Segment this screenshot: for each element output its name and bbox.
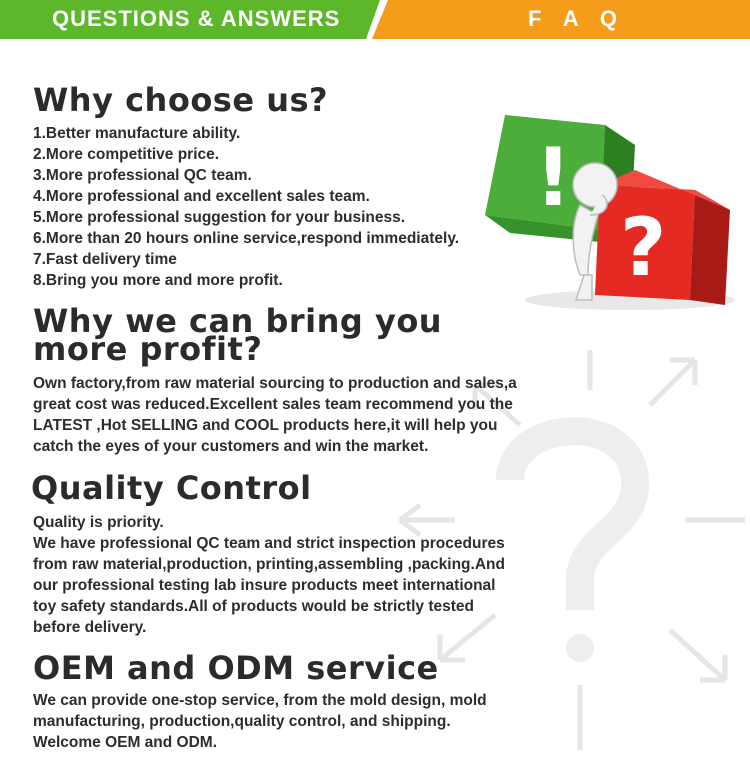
list-item: 1.Better manufacture ability. xyxy=(33,125,241,142)
list-item: 3.More professional QC team. xyxy=(33,167,252,184)
quality-line: from raw material,production, printing,assembling ,packing.And xyxy=(33,556,505,573)
exclamation-icon: ! xyxy=(535,131,572,224)
why-choose-heading: Why choose us? xyxy=(33,81,329,119)
oem-body xyxy=(33,690,553,753)
arrow-up-right-icon xyxy=(650,360,695,405)
arrow-down-right-icon xyxy=(670,630,725,680)
profit-heading-line2: more profit? xyxy=(33,330,263,368)
profit-line: LATEST ,Hot SELLING and COOL products here,it will help you xyxy=(33,417,498,434)
oem-line: manufacturing, production,quality control, and shipping. xyxy=(33,713,451,730)
quality-line: Quality is priority. xyxy=(33,514,164,531)
profit-line: catch the eyes of your customers and win the market. xyxy=(33,438,429,455)
oem-heading: OEM and ODM service xyxy=(33,649,439,687)
profit-heading-line1: Why we can bring you xyxy=(33,302,443,340)
oem-line: We can provide one-stop service, from the mold design, mold xyxy=(33,692,487,709)
list-item: 6.More than 20 hours online service,respond immediately. xyxy=(33,230,460,247)
quality-line: our professional testing lab insure products meet international xyxy=(33,577,496,594)
list-item: 8.Bring you more and more profit. xyxy=(33,272,283,289)
faq-label: F A Q xyxy=(528,6,626,31)
quality-body xyxy=(33,512,551,638)
faint-dot-icon xyxy=(566,634,594,662)
profit-line: great cost was reduced.Excellent sales team recommend you the xyxy=(33,396,513,413)
quality-section xyxy=(31,469,551,638)
faq-banner xyxy=(0,0,750,39)
list-item: 2.More competitive price. xyxy=(33,146,220,163)
quality-heading: Quality Control xyxy=(31,469,312,507)
list-item: 4.More professional and excellent sales team. xyxy=(33,188,370,205)
why-choose-list xyxy=(33,123,553,291)
profit-section xyxy=(33,302,553,457)
list-item: 5.More professional suggestion for your business. xyxy=(33,209,406,226)
list-item: 7.Fast delivery time xyxy=(33,251,177,268)
profit-body xyxy=(33,373,553,457)
oem-section xyxy=(33,649,553,753)
questions-answers-label: QUESTIONS & ANSWERS xyxy=(52,6,341,31)
oem-line: Welcome OEM and ODM. xyxy=(33,734,218,751)
question-icon: ? xyxy=(620,201,667,294)
profit-line: Own factory,from raw material sourcing to production and sales,a xyxy=(33,375,517,392)
quality-line: We have professional QC team and strict inspection procedures xyxy=(33,535,505,552)
why-choose-section xyxy=(33,81,553,291)
quality-line: before delivery. xyxy=(33,619,147,636)
quality-line: toy safety standards.All of products would be strictly tested xyxy=(33,598,474,615)
